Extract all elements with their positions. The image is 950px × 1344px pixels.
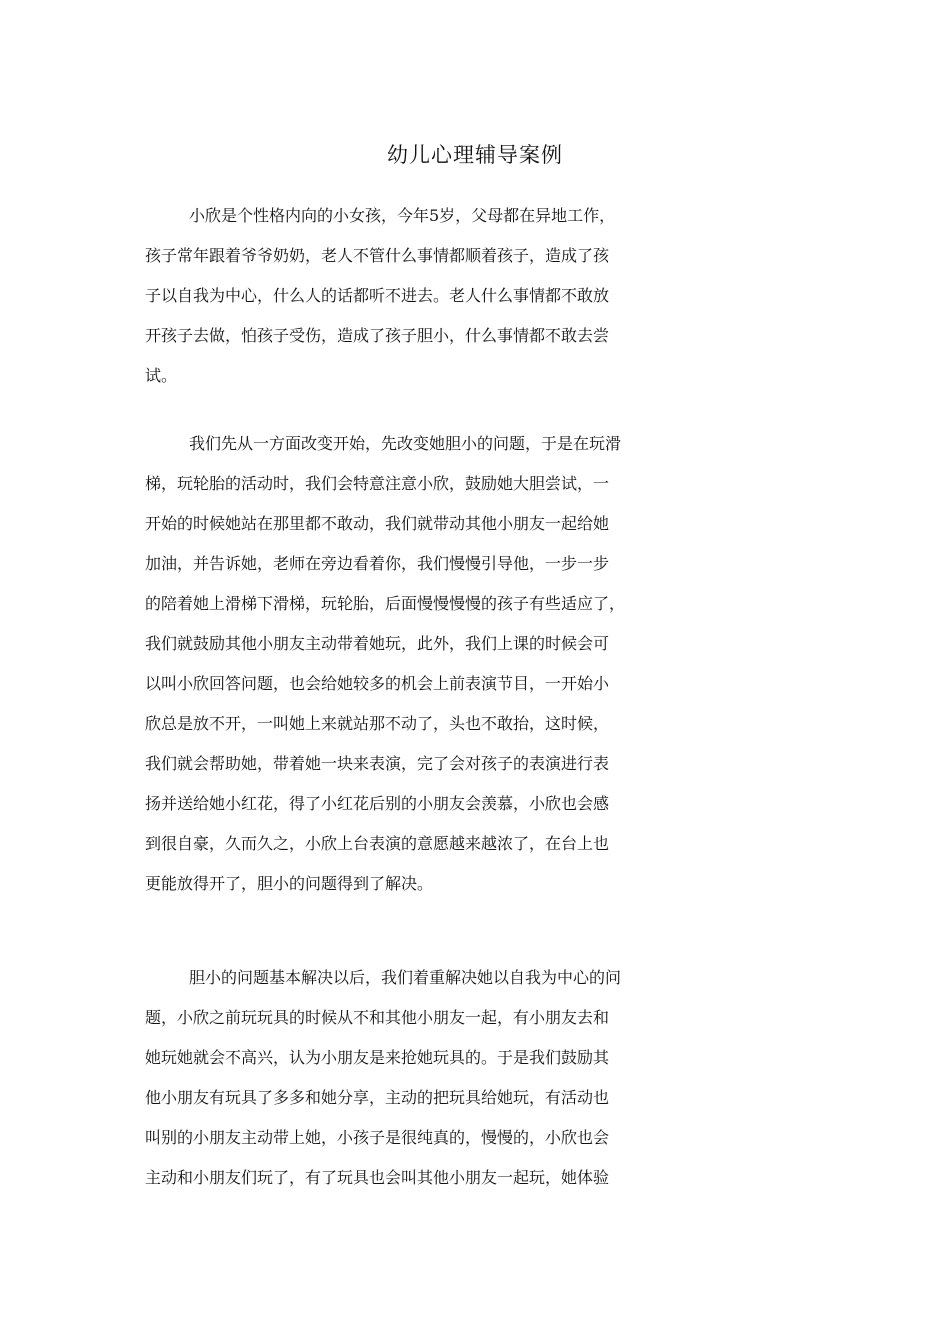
- paragraph-line: 我们就会帮助她，带着她一块来表演，完了会对孩子的表演进行表: [145, 754, 610, 773]
- paragraph-line: 孩子常年跟着爷爷奶奶，老人不管什么事情都顺着孩子，造成了孩: [145, 246, 610, 265]
- paragraph-line: 更能放得开了，胆小的问题得到了解决。: [145, 874, 434, 893]
- paragraph-line: 的陪着她上滑梯下滑梯，玩轮胎，后面慢慢慢慢的孩子有些适应了，: [145, 594, 626, 613]
- paragraph-line: 开孩子去做，怕孩子受伤，造成了孩子胆小，什么事情都不敢去尝: [145, 326, 610, 345]
- document-title: 幼儿心理辅导案例: [387, 143, 563, 167]
- paragraph-line: 到很自豪，久而久之，小欣上台表演的意愿越来越浓了，在台上也: [145, 834, 610, 853]
- paragraph-line: 题，小欣之前玩玩具的时候从不和其他小朋友一起，有小朋友去和: [145, 1008, 610, 1027]
- paragraph-line: 加油，并告诉她，老师在旁边看着你，我们慢慢引导他，一步一步: [145, 554, 610, 573]
- paragraph-1: [145, 196, 805, 396]
- paragraph-line: 子以自我为中心，什么人的话都听不进去。老人什么事情都不敢放: [145, 286, 610, 305]
- paragraph-line: 梯，玩轮胎的活动时，我们会特意注意小欣，鼓励她大胆尝试，一: [145, 474, 610, 493]
- paragraph-line: 以叫小欣回答问题，也会给她较多的机会上前表演节目，一开始小: [145, 674, 610, 693]
- paragraph-line: 他小朋友有玩具了多多和她分享，主动的把玩具给她玩，有活动也: [145, 1088, 610, 1107]
- paragraph-line: 叫别的小朋友主动带上她，小孩子是很纯真的，慢慢的，小欣也会: [145, 1128, 610, 1147]
- paragraph-2: [145, 424, 805, 904]
- paragraph-line: 试。: [145, 366, 178, 385]
- paragraph-line: 我们先从一方面改变开始，先改变她胆小的问题，于是在玩滑: [189, 434, 622, 453]
- paragraph-3: [145, 958, 805, 1198]
- paragraph-line: 开始的时候她站在那里都不敢动，我们就带动其他小朋友一起给她: [145, 514, 610, 533]
- paragraph-line: 主动和小朋友们玩了，有了玩具也会叫其他小朋友一起玩，她体验: [145, 1168, 610, 1187]
- paragraph-line: 胆小的问题基本解决以后，我们着重解决她以自我为中心的问: [189, 968, 622, 987]
- paragraph-line: 我们就鼓励其他小朋友主动带着她玩，此外，我们上课的时候会可: [145, 634, 610, 653]
- paragraph-line: 小欣是个性格内向的小女孩，今年5岁，父母都在异地工作，: [189, 206, 616, 225]
- paragraph-line: 欣总是放不开，一叫她上来就站那不动了，头也不敢抬，这时候，: [145, 714, 610, 733]
- paragraph-line: 她玩她就会不高兴，认为小朋友是来抢她玩具的。于是我们鼓励其: [145, 1048, 610, 1067]
- paragraph-line: 扬并送给她小红花，得了小红花后别的小朋友会羡慕，小欣也会感: [145, 794, 610, 813]
